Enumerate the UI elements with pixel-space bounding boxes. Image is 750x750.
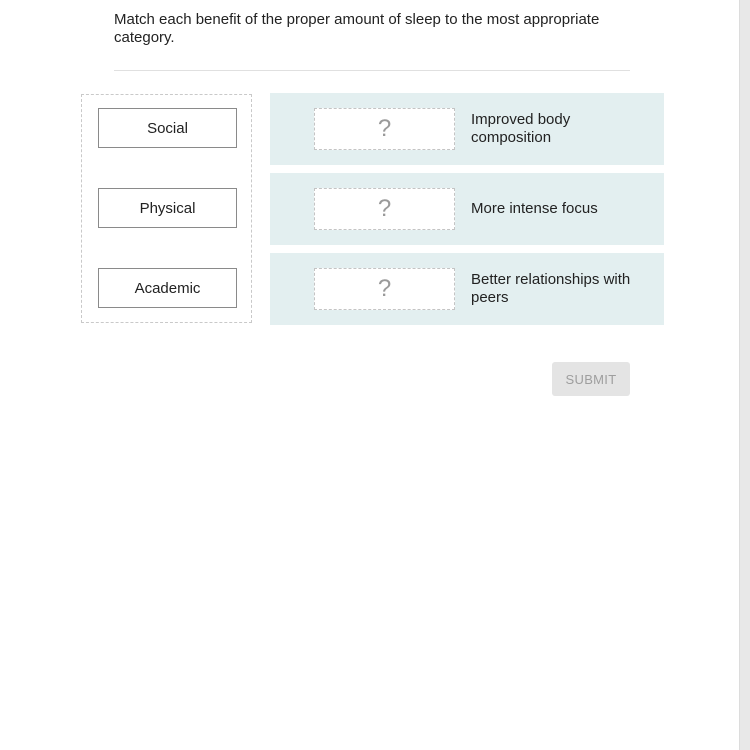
drop-zone[interactable]: ? [314, 108, 455, 150]
drop-zone[interactable]: ? [314, 268, 455, 310]
benefit-description: Better relationships with peers [471, 271, 631, 306]
answer-tile-physical[interactable]: Physical [98, 188, 237, 228]
benefit-description: More intense focus [471, 200, 598, 217]
submit-button[interactable]: SUBMIT [552, 362, 630, 396]
benefit-description: Improved body composition [471, 111, 571, 146]
match-row [270, 173, 664, 245]
answer-tile-social[interactable]: Social [98, 108, 237, 148]
answer-tile-academic[interactable]: Academic [98, 268, 237, 308]
answer-bank [81, 94, 252, 323]
question-prompt: Match each benefit of the proper amount of sleep to the most appropriate category. [114, 11, 600, 46]
match-row [270, 93, 664, 165]
drop-zone[interactable]: ? [314, 188, 455, 230]
match-row [270, 253, 664, 325]
divider [114, 70, 630, 71]
scrollbar[interactable] [739, 0, 750, 750]
